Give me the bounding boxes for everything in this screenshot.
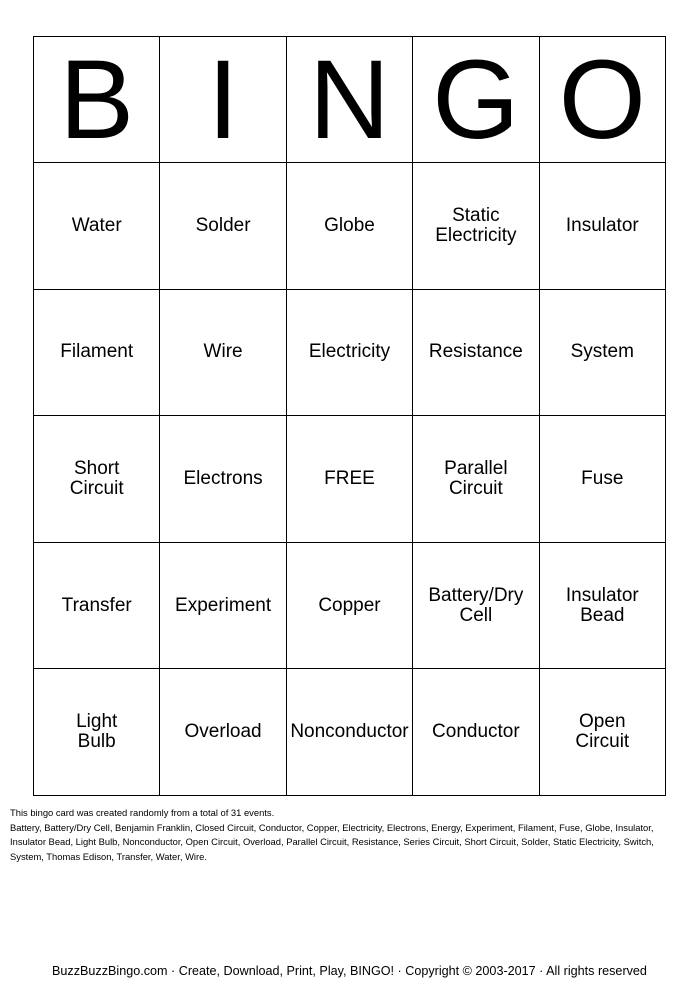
bingo-cell: [413, 669, 539, 796]
bingo-cell-text: Light: [76, 711, 118, 733]
bingo-cell-text: Overload: [184, 721, 262, 743]
bingo-cell: [539, 289, 665, 416]
bingo-cell-text: Filament: [60, 341, 134, 363]
bingo-cell: [160, 416, 286, 543]
bingo-cell-text: Bulb: [77, 731, 116, 753]
bingo-cell-text: Cell: [459, 604, 493, 626]
site-footer: BuzzBuzzBingo.com · Create, Download, Print, Play, BINGO! · Copyright © 2003-2017 · All rights reserved: [52, 964, 647, 978]
bingo-cell: [286, 289, 412, 416]
card-description: [10, 806, 690, 864]
bingo-cell: [539, 416, 665, 543]
bingo-cell-text: Electrons: [183, 467, 263, 489]
bingo-cell: [160, 542, 286, 669]
bingo-cell-text: Solder: [195, 214, 251, 236]
bingo-card: [33, 36, 666, 796]
bingo-header-letter: G: [413, 37, 539, 163]
bingo-cell-text: Electricity: [308, 341, 391, 363]
bingo-cell-text: Electricity: [435, 224, 517, 246]
bingo-cell-text: FREE: [324, 467, 375, 489]
bingo-cell-text: Resistance: [428, 341, 523, 363]
bingo-cell: [539, 542, 665, 669]
bingo-cell: [34, 542, 160, 669]
bingo-cell: [413, 289, 539, 416]
bingo-cell-text: Experiment: [175, 594, 272, 616]
bingo-cell-text: Fuse: [581, 467, 624, 489]
bingo-cell-text: Circuit: [448, 477, 503, 499]
bingo-row: [34, 416, 666, 543]
bingo-row: [34, 542, 666, 669]
bingo-cell: [539, 163, 665, 290]
bingo-cell-text: Conductor: [432, 721, 520, 743]
bingo-cell-text: Globe: [324, 214, 375, 236]
bingo-cell-text: Parallel: [444, 457, 508, 479]
bingo-grid: [34, 163, 666, 796]
bingo-cell-text: Insulator: [565, 214, 639, 236]
bingo-row: [34, 163, 666, 290]
bingo-header-letter: N: [286, 37, 412, 163]
bingo-cell-text: Bead: [580, 604, 625, 626]
bingo-header-letter: I: [160, 37, 286, 163]
bingo-cell: [286, 542, 412, 669]
bingo-cell-text: Short: [73, 457, 120, 479]
bingo-row: [34, 289, 666, 416]
bingo-cell-text: Circuit: [575, 731, 630, 753]
bingo-cell: [34, 163, 160, 290]
card-description-intro: This bingo card was created randomly from a total of 31 events.: [10, 807, 275, 818]
bingo-cell-text: Nonconductor: [290, 721, 409, 743]
card-event-list: Battery, Battery/Dry Cell, Benjamin Franklin, Closed Circuit, Conductor, Copper, Electricity, Electrons, Energy, Experiment, Filament, Fuse, Globe, Insulator, Insulator Bead, Light Bulb, Nonconductor, Open Circuit, Overload, Parallel Circuit, Resistance, Series Circuit, Short Circuit, Solder, Static Electricity, Switch, System, Thomas Edison, Transfer, Water, Wire.: [10, 821, 654, 862]
bingo-cell-text: Circuit: [69, 477, 124, 499]
bingo-cell-text: Water: [71, 214, 122, 236]
bingo-cell-text: Transfer: [61, 594, 132, 616]
bingo-cell: [34, 416, 160, 543]
bingo-cell: [34, 289, 160, 416]
bingo-header-letter: B: [34, 37, 160, 163]
bingo-cell: [286, 416, 412, 543]
bingo-cell: [413, 163, 539, 290]
bingo-cell-text: Battery/Dry: [428, 584, 524, 606]
bingo-header-letter: O: [539, 37, 665, 163]
bingo-row: [34, 669, 666, 796]
bingo-cell: [413, 542, 539, 669]
bingo-cell-text: Wire: [203, 341, 243, 363]
bingo-cell-text: System: [570, 341, 634, 363]
bingo-cell: [539, 669, 665, 796]
bingo-cell-text: Open: [579, 711, 626, 733]
bingo-cell: [160, 289, 286, 416]
bingo-cell-text: Insulator: [565, 584, 639, 606]
bingo-cell: [286, 163, 412, 290]
bingo-cell: [34, 669, 160, 796]
bingo-header-row: [34, 37, 666, 163]
bingo-cell: [160, 669, 286, 796]
bingo-cell: [286, 669, 412, 796]
bingo-cell: [160, 163, 286, 290]
bingo-cell-text: Static: [452, 204, 500, 226]
bingo-cell: [413, 416, 539, 543]
bingo-cell-text: Copper: [318, 594, 381, 616]
